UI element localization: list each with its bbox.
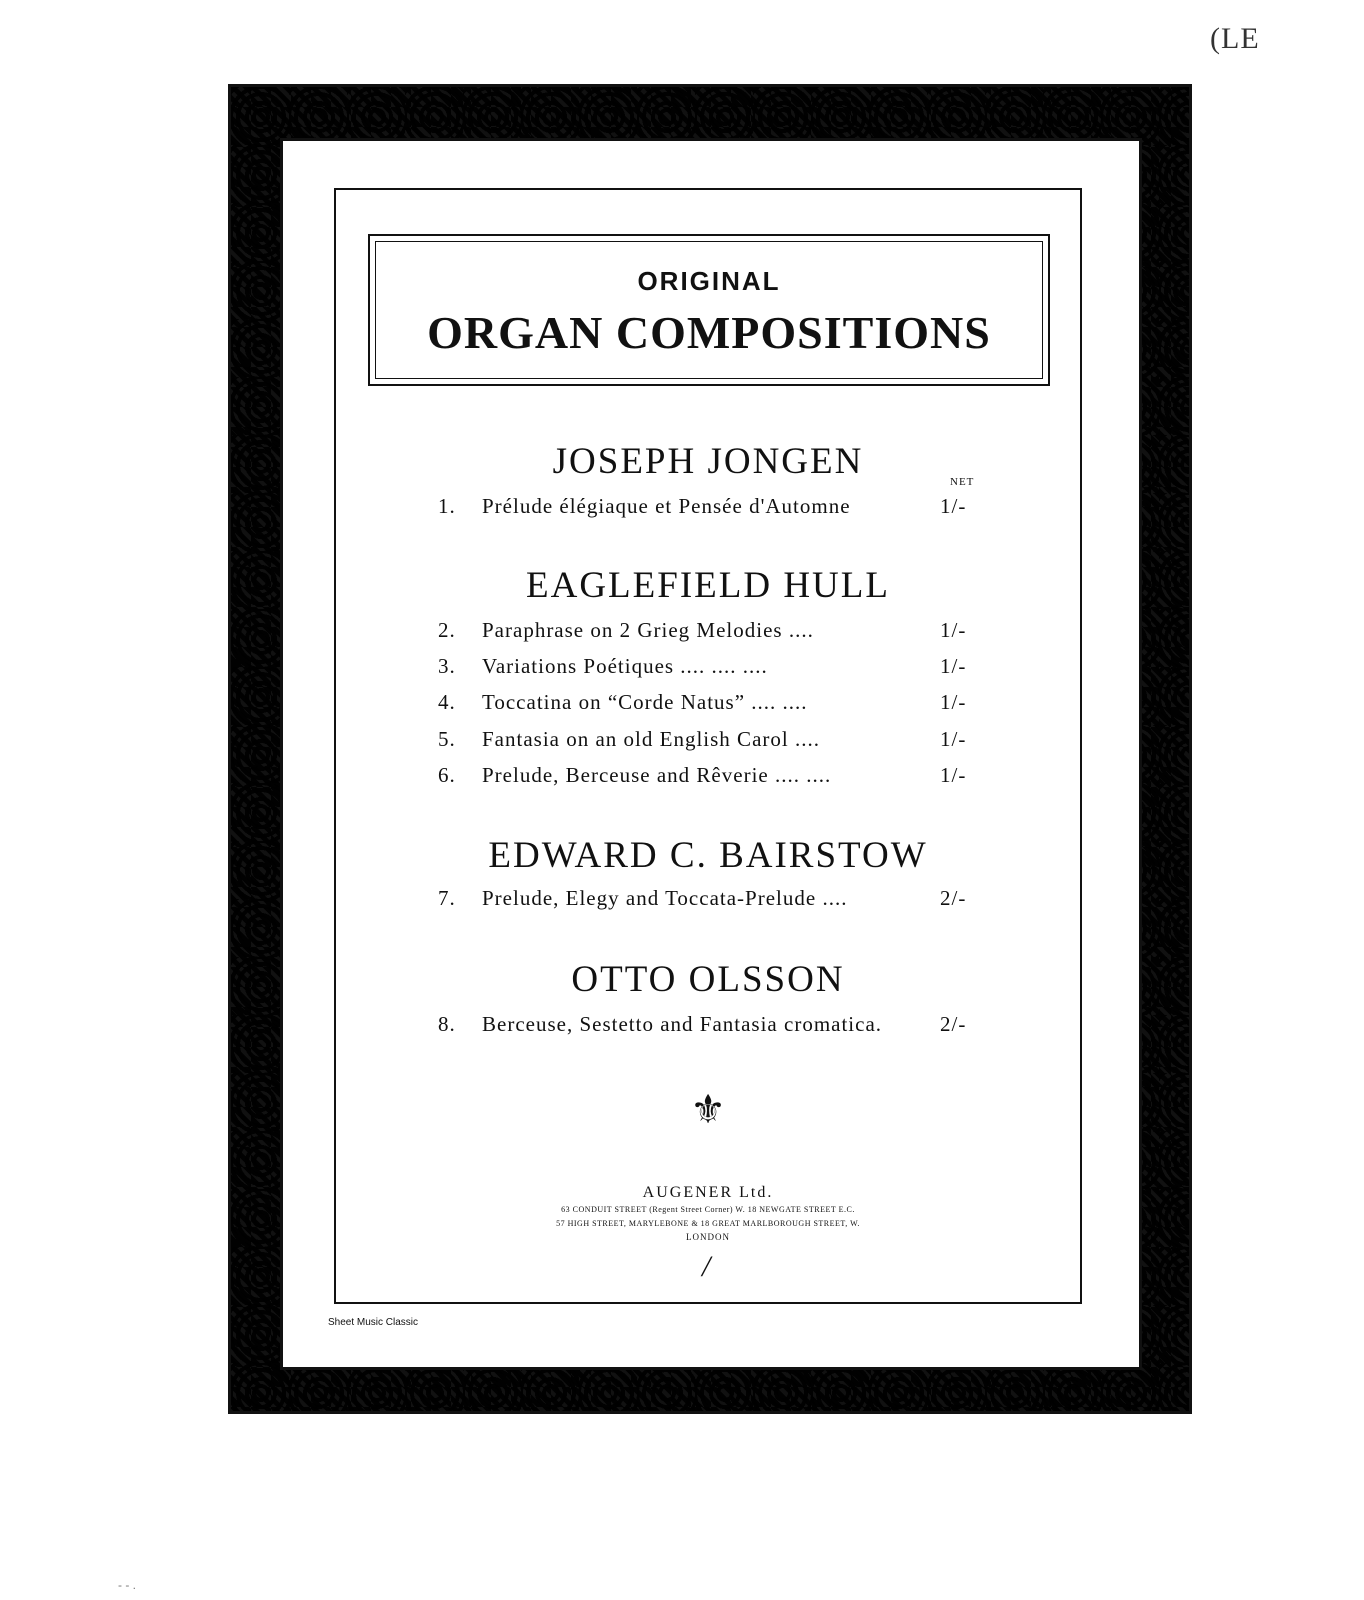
work-price: 1/-	[940, 763, 967, 787]
composer-heading: OTTO OLSSON	[571, 959, 845, 1000]
work-row	[438, 763, 998, 793]
work-title: Variations Poétiques .... .... ....	[482, 654, 768, 678]
publisher-name: AUGENER Ltd.	[642, 1184, 774, 1201]
work-number: 2.	[438, 618, 456, 642]
work-title: Prelude, Berceuse and Rêverie .... ....	[482, 763, 832, 787]
page-title: ORGAN COMPOSITIONS	[427, 307, 991, 358]
composer-heading: JOSEPH JONGEN	[552, 441, 864, 482]
work-number: 3.	[438, 654, 456, 678]
work-number: 1.	[438, 494, 456, 518]
footer-note: Sheet Music Classic	[328, 1317, 419, 1328]
corner-handwritten-mark: (LE	[1210, 22, 1260, 55]
work-title: Toccatina on “Corde Natus” .... ....	[482, 690, 808, 714]
work-number: 8.	[438, 1012, 456, 1036]
work-price: 1/-	[940, 654, 967, 678]
work-number: 7.	[438, 886, 456, 910]
work-title: Berceuse, Sestetto and Fantasia cromatica.	[482, 1012, 883, 1036]
work-row	[438, 654, 998, 684]
work-price: 1/-	[940, 618, 967, 642]
work-number: 4.	[438, 690, 456, 714]
work-price: 1/-	[940, 494, 967, 518]
work-title: Fantasia on an old English Carol ....	[482, 727, 820, 751]
fleur-de-lis-icon: ⚜	[690, 1087, 726, 1132]
composer-heading: EAGLEFIELD HULL	[526, 565, 890, 606]
title-original: ORIGINAL	[637, 266, 781, 296]
publisher-address-line-1: 63 CONDUIT STREET (Regent Street Corner) W. 18 NEWGATE STREET E.C.	[561, 1205, 855, 1214]
work-row	[438, 886, 998, 916]
publisher-city: LONDON	[686, 1232, 730, 1242]
composer-heading: EDWARD C. BAIRSTOW	[488, 835, 928, 876]
work-price: 1/-	[940, 690, 967, 714]
work-number: 6.	[438, 763, 456, 787]
work-row	[438, 618, 998, 648]
work-title: Prélude élégiaque et Pensée d'Automne	[482, 494, 851, 518]
work-title: Paraphrase on 2 Grieg Melodies ....	[482, 618, 814, 642]
work-price: 2/-	[940, 1012, 967, 1036]
work-row	[438, 494, 998, 524]
work-row	[438, 690, 998, 720]
handwritten-signature: /	[702, 1250, 711, 1283]
work-number: 5.	[438, 727, 456, 751]
stray-mark: - - .	[118, 1578, 136, 1592]
work-title: Prelude, Elegy and Toccata-Prelude ....	[482, 886, 848, 910]
work-row	[438, 1012, 998, 1042]
publisher-address-line-2: 57 HIGH STREET, MARYLEBONE & 18 GREAT MARLBOROUGH STREET, W.	[556, 1219, 860, 1228]
work-price: 2/-	[940, 886, 967, 910]
work-row	[438, 727, 998, 757]
net-label: NET	[950, 476, 975, 488]
work-price: 1/-	[940, 727, 967, 751]
